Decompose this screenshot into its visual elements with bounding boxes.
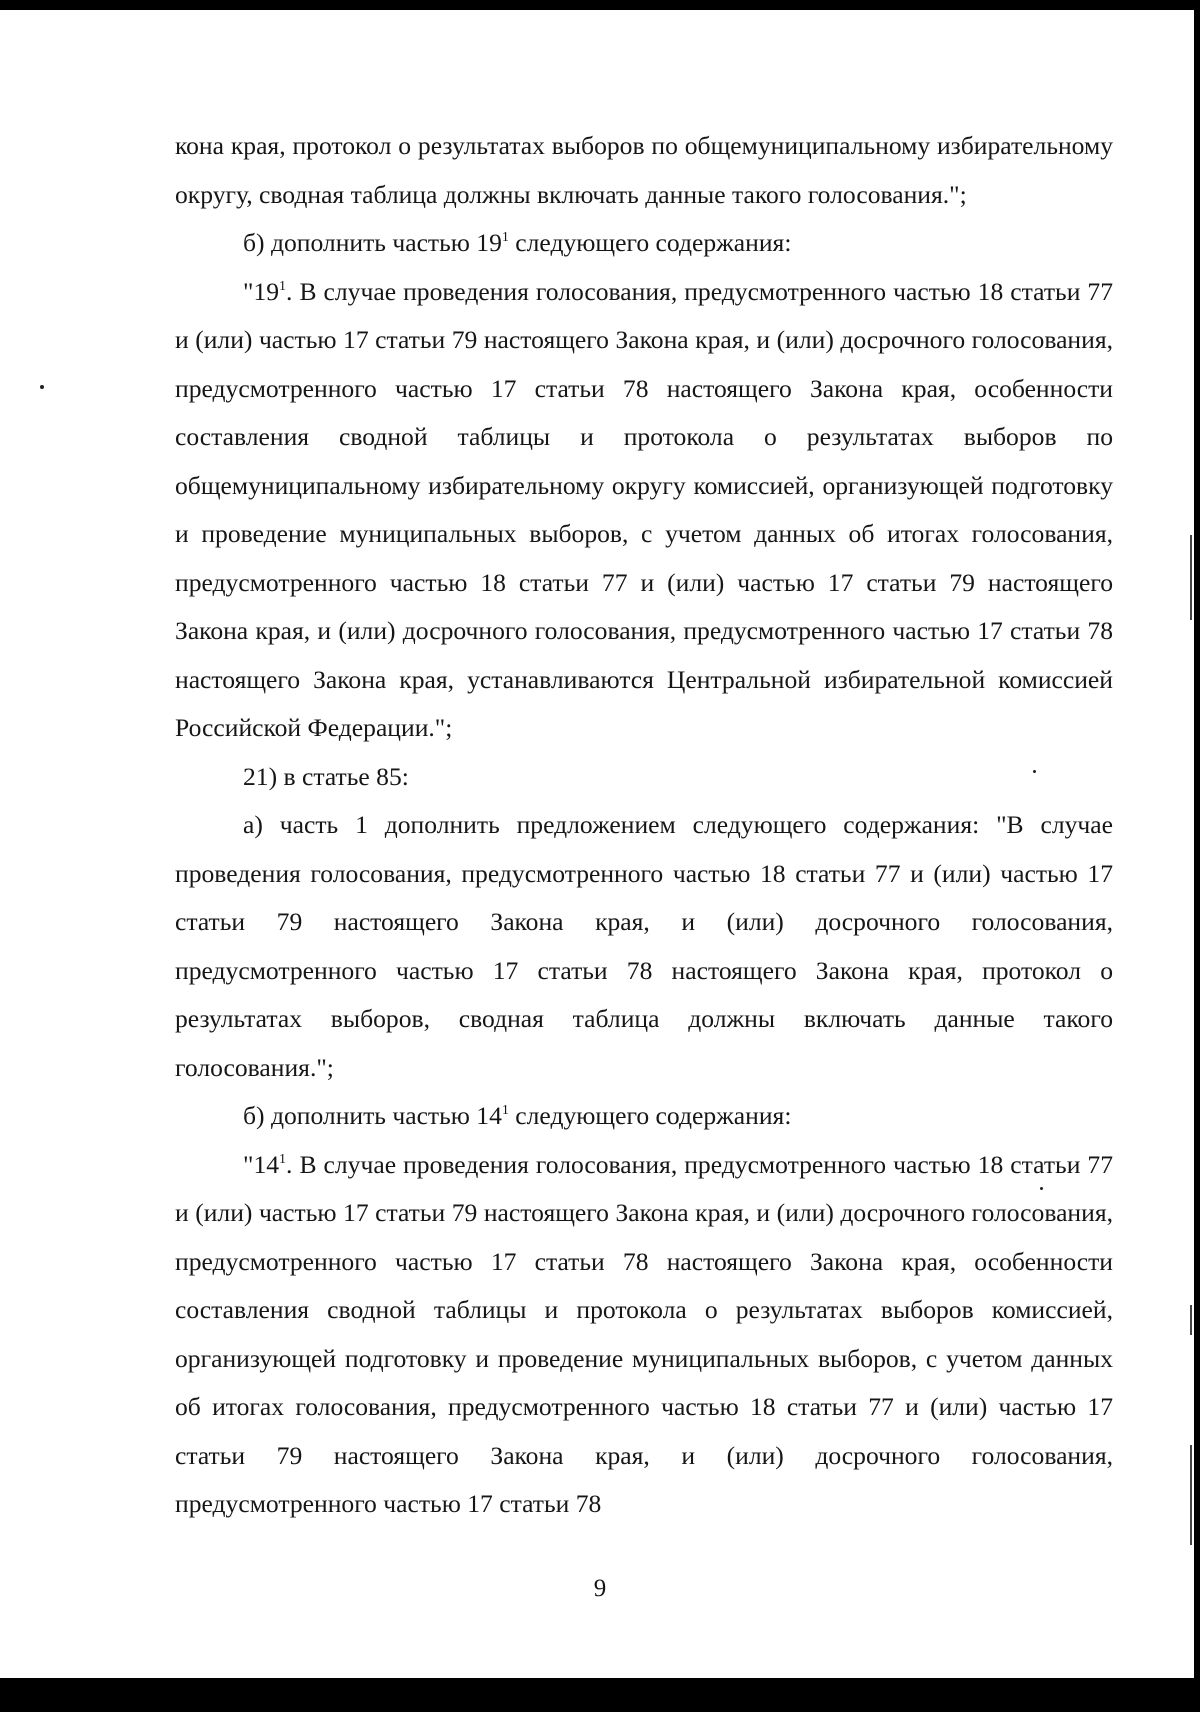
paragraph-text: б) дополнить частью 19: [243, 228, 502, 257]
scan-edge-mark: [1190, 1445, 1192, 1545]
scan-edge-mark: [1190, 535, 1192, 620]
scan-edge-mark: [1190, 1305, 1192, 1335]
paragraph-text: следующего содержания:: [508, 1101, 792, 1130]
paragraph: [175, 753, 1113, 802]
paragraph: [175, 122, 1113, 219]
paragraph-text: б) дополнить частью 14: [243, 1101, 502, 1130]
scan-right-border: [1194, 0, 1200, 1712]
superscript-index: 1: [501, 230, 509, 245]
paragraph: [175, 219, 1113, 268]
paragraph-text: "14: [243, 1149, 280, 1179]
paragraph-text: а) часть 1 дополнить предложением следующего содержания: "В случае проведения голосования, предусмотренного частью 18 статьи 77 и (или) частью 17 статьи 79 настоящего Закона края, и (или) досрочного голосования, предусмотренного частью 17 статьи 78 настоящего Закона края, протокол о результатах выборов, сводная таблица должны включать данные такого голосования.";: [175, 810, 1113, 1082]
scan-bottom-border: [0, 1678, 1200, 1712]
scan-top-border: [0, 0, 1200, 10]
paragraph: [175, 801, 1113, 1092]
paragraph-text: "19: [243, 276, 280, 306]
superscript-index: 1: [279, 278, 287, 294]
paragraph: [175, 1141, 1113, 1529]
paragraph-text: кона края, протокол о результатах выборов по общемуниципальному избирательному округу, сводная таблица должны включать данные такого голосования.";: [175, 131, 1113, 209]
paragraph: [175, 268, 1113, 753]
page-number: 9: [593, 1575, 607, 1602]
paragraph: [175, 1092, 1113, 1141]
paragraph-text: следующего содержания:: [508, 228, 792, 257]
paragraph-text: . В случае проведения голосования, предусмотренного частью 18 статьи 77 и (или) частью 17 статьи 79 настоящего Закона края, и (или) досрочного голосования, предусмотренного частью 17 статьи 78 настоящего Закона края, особенности составления сводной таблицы и протокола о результатах выборов по общемуниципальному избирательному округу комиссией, организующей подготовку и проведение муниципальных выборов, с учетом данных об итогах голосования, предусмотренного частью 18 статьи 77 и (или) частью 17 статьи 79 настоящего Закона края, и (или) досрочного голосования, предусмотренного частью 17 статьи 78 настоящего Закона края, устанавливаются Центральной избирательной комиссией Российской Федерации.";: [175, 276, 1113, 742]
scan-speck: [40, 385, 44, 389]
document-body: [175, 122, 1113, 1529]
superscript-index: 1: [279, 1151, 287, 1167]
paragraph-text: . В случае проведения голосования, предусмотренного частью 18 статьи 77 и (или) частью 17 статьи 79 настоящего Закона края, и (или) досрочного голосования, предусмотренного частью 17 статьи 78 настоящего Закона края, особенности составления сводной таблицы и протокола о результатах выборов комиссией, организующей подготовку и проведение муниципальных выборов, с учетом данных об итогах голосования, предусмотренного частью 18 статьи 77 и (или) частью 17 статьи 79 настоящего Закона края, и (или) досрочного голосования, предусмотренного частью 17 статьи 78: [175, 1149, 1113, 1518]
superscript-index: 1: [501, 1103, 509, 1118]
paragraph-text: 21) в статье 85:: [243, 761, 409, 791]
